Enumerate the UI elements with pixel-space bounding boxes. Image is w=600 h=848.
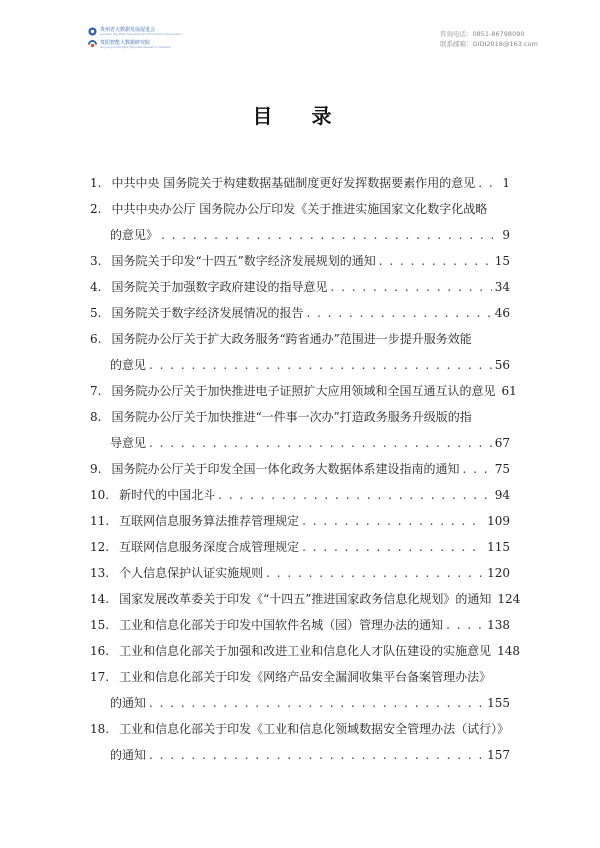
toc-entry-number: 7. [90,384,102,398]
toc-entry[interactable] [90,320,510,346]
toc-entry-number: 15. [90,618,110,632]
toc-entry-page: 67 [494,436,510,450]
toc-entry-page: 15 [494,254,510,268]
contact-info [440,29,538,49]
toc-entry-page: 9 [502,228,510,242]
toc-entry-title: 互联网信息服务深度合成管理规定 [119,540,300,554]
toc-entry-page: 56 [494,358,510,372]
toc-entry-number: 3. [90,254,102,268]
toc-entry-title: 个人信息保护认证实施规则 [119,566,264,580]
toc-entry[interactable] [90,190,510,216]
toc-entry[interactable] [90,554,510,580]
toc-entry-number: 1. [90,176,102,190]
toc-entry[interactable] [90,372,517,398]
toc-entry-title: 国家发展改革委关于印发《“十四五”推进国家政务信息化规划》的通知 [119,592,492,606]
toc-leader-dots [218,488,492,502]
association-logo-icon [88,27,97,36]
toc-entry[interactable] [90,580,521,606]
table-of-contents [90,164,521,762]
organization-logos [88,26,182,52]
contact-phone: 咨询电话：0851-86798090 [440,30,525,38]
toc-entry-number: 13. [90,566,110,580]
toc-entry[interactable] [90,398,510,424]
toc-entry-page: 155 [487,696,510,710]
logo-line2-sub: Guiyang Intelligent Big Data Research Institute [100,45,171,49]
toc-entry[interactable] [90,710,510,736]
toc-entry[interactable] [90,242,510,268]
toc-entry-number: 14. [90,592,110,606]
toc-leader-dots [149,436,492,450]
toc-entry-number: 11. [90,514,110,528]
toc-leader-dots [266,566,484,580]
toc-leader-dots [302,540,484,554]
toc-entry-continuation[interactable] [90,736,510,762]
toc-entry-page: 120 [487,566,510,580]
logo-institute [88,39,182,50]
toc-entry[interactable] [90,268,510,294]
toc-entry[interactable] [90,294,510,320]
toc-entry-page: 109 [487,514,510,528]
toc-leader-dots [302,514,484,528]
toc-entry-title-cont: 的通知 [110,696,147,710]
toc-leader-dots [149,358,492,372]
toc-entry[interactable] [90,164,510,190]
toc-entry-number: 4. [90,280,102,294]
toc-entry-page: 148 [497,644,521,658]
page-title: 目 录 [252,104,348,128]
toc-entry-title: 工业和信息化部关于印发《工业和信息化领域数据安全管理办法（试行）》 [119,722,510,736]
toc-entry-number: 17. [90,670,110,684]
toc-leader-dots [306,306,491,320]
toc-entry-title: 工业和信息化部关于加强和改进工业和信息化人才队伍建设的实施意见 [119,644,492,658]
toc-entry-number: 2. [90,202,102,216]
toc-entry-title: 国务院办公厅关于加快推进“一件事一次办”打造政务服务升级版的指 [111,410,472,424]
toc-entry-title: 国务院办公厅关于印发全国一体化政务大数据体系建设指南的通知 [111,462,460,476]
toc-entry-continuation[interactable] [90,684,510,710]
toc-entry-title: 国务院关于数字经济发展情况的报告 [111,306,304,320]
toc-entry[interactable] [90,632,521,658]
toc-entry-title: 国务院关于印发“十四五”数字经济发展规划的通知 [111,254,376,268]
toc-entry-page: 94 [494,488,510,502]
toc-entry-title: 工业和信息化部关于印发中国软件名城（园）管理办法的通知 [119,618,444,632]
toc-entry-title: 国务院关于加强数字政府建设的指导意见 [111,280,328,294]
toc-entry-title-cont: 的通知 [110,748,147,762]
toc-entry-page: 124 [497,592,521,606]
toc-entry-continuation[interactable] [90,424,510,450]
toc-entry-number: 9. [90,462,102,476]
toc-entry[interactable] [90,658,510,684]
toc-entry-page: 157 [487,748,510,762]
toc-entry-title-cont: 的意见 [110,358,147,372]
toc-leader-dots [446,618,484,632]
toc-entry-title-cont: 导意见 [110,436,147,450]
toc-leader-dots [478,176,499,190]
toc-entry[interactable] [90,502,510,528]
toc-entry-number: 8. [90,410,102,424]
logo-line1: 贵州省大数据发展促进会 [100,27,156,33]
toc-entry-continuation[interactable] [90,216,510,242]
toc-entry-page: 34 [494,280,510,294]
toc-leader-dots [149,748,484,762]
toc-leader-dots [161,228,499,242]
toc-entry-number: 16. [90,644,110,658]
toc-entry-page: 1 [502,176,510,190]
toc-leader-dots [149,696,484,710]
institute-logo-icon [88,40,97,49]
toc-entry-title: 互联网信息服务算法推荐管理规定 [119,514,300,528]
logo-association [88,26,182,37]
toc-entry-title: 国务院办公厅关于扩大政务服务“跨省通办”范围进一步提升服务效能 [111,332,472,346]
toc-entry-title: 新时代的中国北斗 [119,488,216,502]
logo-line1-sub: Guizhou Big Data Development Promotion Association [100,32,182,36]
toc-entry-title: 国务院办公厅关于加快推进电子证照扩大应用领域和全国互通互认的意见 [111,384,496,398]
page-header [0,0,600,60]
toc-entry-number: 12. [90,540,110,554]
toc-entry-title-cont: 的意见》 [110,228,159,242]
toc-entry[interactable] [90,476,510,502]
toc-entry[interactable] [90,528,510,554]
toc-entry-number: 18. [90,722,110,736]
toc-entry-title: 中共中央 国务院关于构建数据基础制度更好发挥数据要素作用的意见 [111,176,476,190]
toc-entry-title: 工业和信息化部关于印发《网络产品安全漏洞收集平台备案管理办法》 [119,670,492,684]
toc-entry-page: 75 [494,462,510,476]
toc-entry-page: 138 [487,618,510,632]
toc-leader-dots [462,462,491,476]
toc-entry-number: 10. [90,488,110,502]
toc-entry[interactable] [90,606,510,632]
toc-entry-page: 115 [487,540,510,554]
toc-leader-dots [330,280,491,294]
logo-line2: 贵阳智能大数据研究院 [100,40,151,46]
contact-email: 联系邮箱：GIDI2018@163.com [440,40,538,48]
toc-entry-page: 46 [494,306,510,320]
toc-entry-title: 中共中央办公厅 国务院办公厅印发《关于推进实施国家文化数字化战略 [111,202,488,216]
toc-entry-number: 6. [90,332,102,346]
toc-leader-dots [379,254,492,268]
toc-entry-page: 61 [501,384,517,398]
toc-entry-number: 5. [90,306,102,320]
toc-entry[interactable] [90,450,510,476]
toc-entry-continuation[interactable] [90,346,510,372]
